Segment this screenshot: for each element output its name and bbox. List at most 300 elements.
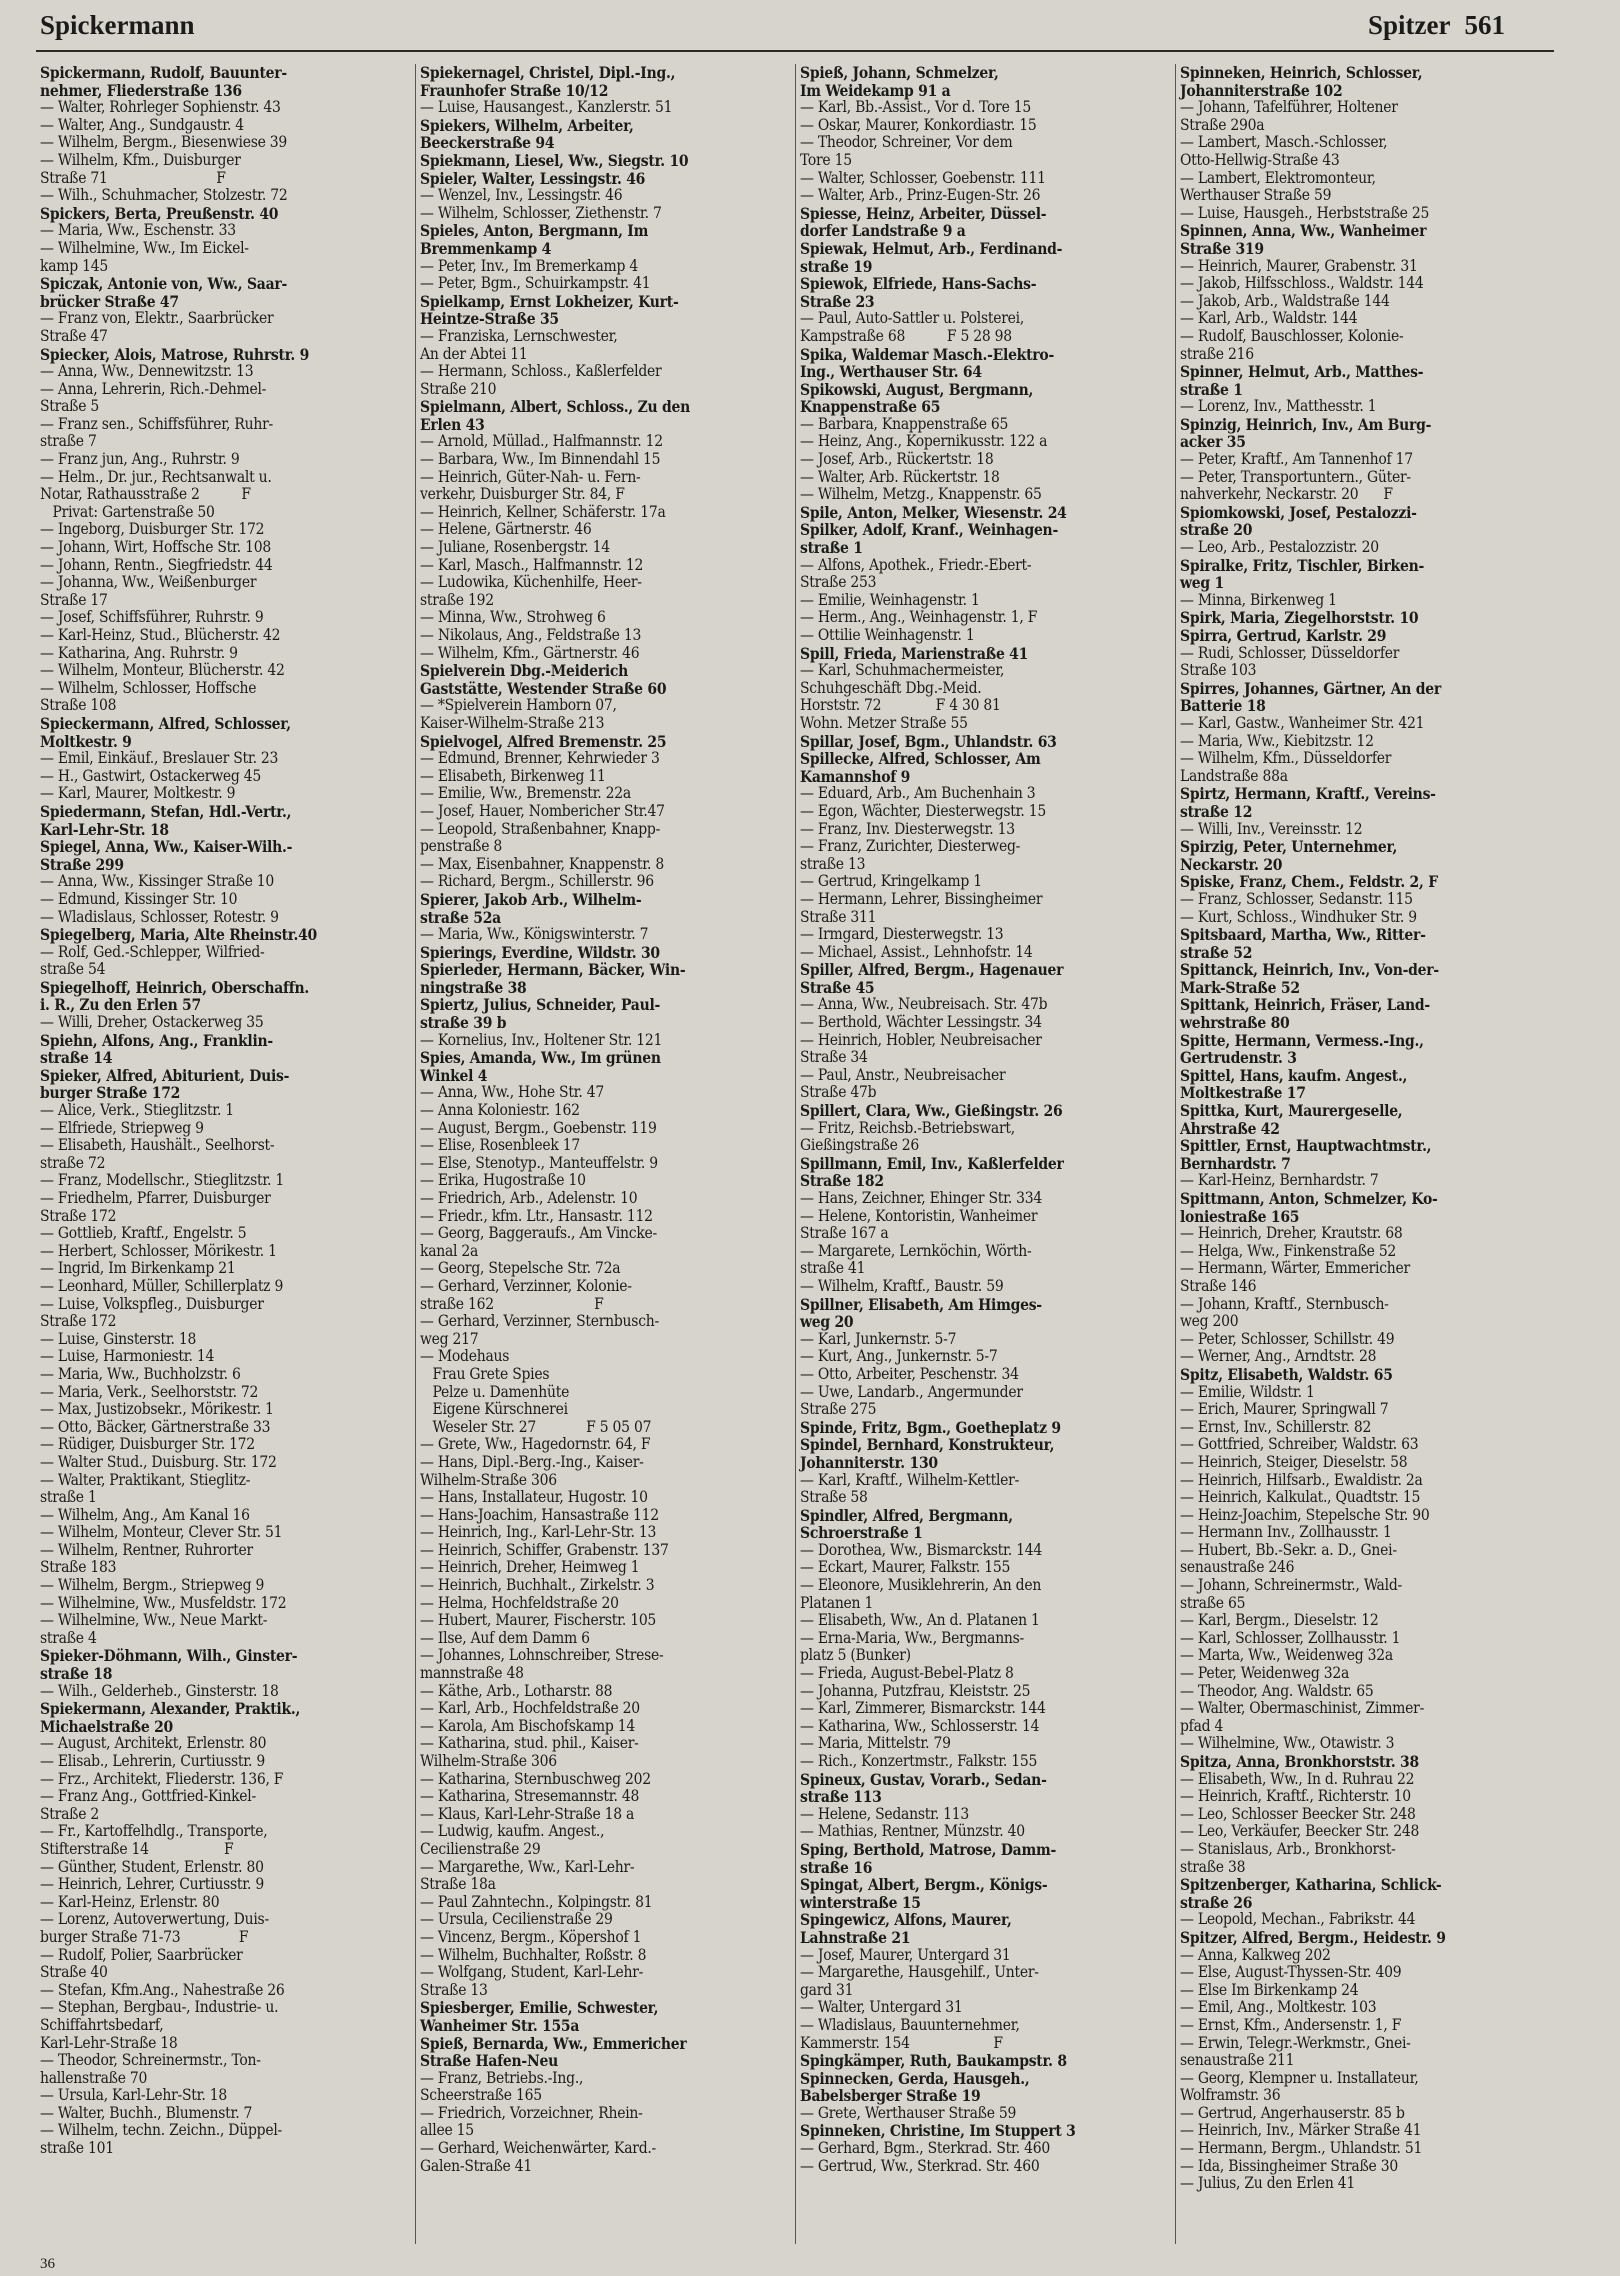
directory-entry: — Heinrich, Ing., Karl-Lehr-Str. 13 [420,1523,657,1542]
directory-entry: — Elisabeth, Birkenweg 11 [420,766,606,785]
directory-entry: Spinde, Fritz, Bgm., Goetheplatz 9 [800,1417,1061,1437]
header-right [1368,10,1505,41]
directory-entry: — Leonhard, Müller, Schillerplatz 9 [40,1276,284,1295]
directory-entry: — Minna, Ww., Strohweg 6 [420,608,606,627]
directory-entry: Spielvogel, Alfred Bremenstr. 25 [420,731,667,751]
directory-entry: — Helene, Sedanstr. 113 [800,1804,970,1823]
directory-entry: — Michael, Assist., Lehnhofstr. 14 [800,942,1033,961]
directory-entry: — Johann, Wirt, Hoffsche Str. 108 [40,538,271,557]
directory-entry: Spittler, Ernst, Hauptwachtmstr., Bernhardstr. 7 [1180,1136,1432,1173]
directory-entry: — Wilhelm, Buchhalter, Roßstr. 8 [420,1945,647,1964]
directory-entry: — *Spielverein Hamborn 07, Kaiser-Wilhelm-Straße 213 [420,696,617,732]
directory-entry: Spiewok, Elfriede, Hans-Sachs- Straße 23 [800,274,1037,311]
directory-entry: Spinner, Helmut, Arb., Matthes- straße 1 [1180,362,1424,399]
directory-entry: Spirzig, Peter, Unternehmer, Neckarstr. 20 [1180,837,1398,874]
directory-entry: — Käthe, Arb., Lotharstr. 88 [420,1681,613,1700]
directory-entry: — Heinrich, Kraftf., Richterstr. 10 [1180,1787,1411,1806]
directory-entry: — Frieda, August-Bebel-Platz 8 [800,1664,1014,1683]
directory-entry: Spieler, Walter, Lessingstr. 46 [420,168,646,188]
directory-entry: Spielverein Dbg.-Meiderich Gaststätte, Westender Straße 60 [420,661,667,698]
directory-entry: — Emilie, Weinhagenstr. 1 [800,590,980,609]
directory-entry: — Friedr., kfm. Ltr., Hansastr. 112 [420,1206,653,1225]
directory-entry: — Maria, Ww., Kiebitzstr. 12 [1180,731,1374,750]
directory-entry: — Heinrich, Maurer, Grabenstr. 31 [1180,256,1418,275]
directory-entry: Spingat, Albert, Bergm., Königs- winterstraße 15 [800,1875,1048,1912]
directory-entry: — Margarethe, Ww., Karl-Lehr- Straße 18a [420,1857,635,1894]
directory-entry: — Heinrich, Kalkulat., Quadtstr. 15 [1180,1488,1421,1507]
directory-entry: Spiekermann, Alexander, Praktik., Michaelstraße 20 [40,1699,301,1736]
directory-entry: Spika, Waldemar Masch.-Elektro- Ing., Werthauser Str. 64 [800,344,1054,382]
directory-entry: Spindler, Alfred, Bergmann, Schroerstraße 1 [800,1505,1013,1543]
directory-entry: — Stanislaus, Arb., Bronkhorst- straße 38 [1180,1839,1396,1876]
directory-entry: — Peter, Inv., Im Bremerkamp 4 [420,256,638,275]
directory-entry: — Walter, Arb. Rückertstr. 18 [800,467,1000,486]
directory-entry: Spiegelberg, Maria, Alte Rheinstr.40 [40,925,317,945]
directory-entry: — Edmund, Brenner, Kehrwieder 3 [420,749,660,768]
directory-entry: — Johann, Rentn., Siegfriedstr. 44 [40,555,273,574]
directory-entry: — Karl, Junkernstr. 5-7 [800,1329,957,1348]
directory-entry: — Ursula, Karl-Lehr-Str. 18 [40,2086,227,2105]
directory-entry: Spickermann, Rudolf, Bauunter- nehmer, Fliederstraße 136 [40,64,287,100]
directory-entry: — Karl, Maurer, Moltkestr. 9 [40,784,236,803]
directory-entry: — Hans, Zeichner, Ehinger Str. 334 [800,1189,1043,1207]
directory-entry: — Wladislaus, Schlosser, Rotestr. 9 [40,907,279,926]
directory-entry: Spieckermann, Alfred, Schlosser, Moltkestr. 9 [40,713,291,751]
directory-entry: Spirres, Johannes, Gärtner, An der Batterie 18 [1180,678,1441,716]
directory-entry: Spirk, Maria, Ziegelhorststr. 10 [1180,608,1419,628]
directory-entry: — Günther, Student, Erlenstr. 80 [40,1857,264,1876]
directory-entry: — Wilh., Schuhmacher, Stolzestr. 72 [40,186,288,205]
directory-entry: — Franz jun, Ang., Ruhrstr. 9 [40,450,240,469]
directory-entry: Spierer, Jakob Arb., Wilhelm- straße 52a [420,889,642,927]
directory-columns [36,64,1556,2244]
directory-entry: — August, Architekt, Erlenstr. 80 [40,1734,267,1753]
directory-entry: — Hermann, Lehrer, Bissingheimer Straße 311 [800,889,1043,926]
directory-entry: — Anna, Lehrerin, Rich.-Dehmel- Straße 5 [40,379,267,416]
directory-entry: — Wilhelmine, Ww., Otawistr. 3 [1180,1734,1395,1753]
directory-entry: — Helm., Dr. jur., Rechtsanwalt u. Notar, Rathausstraße 2 F [40,467,272,504]
directory-entry: — Willi, Inv., Vereinsstr. 12 [1180,819,1363,838]
directory-entry: — Katharina, Ang. Ruhrstr. 9 [40,643,238,662]
directory-entry: — Wilhelm, Kfm., Gärtnerstr. 46 [420,643,640,662]
directory-entry: — Herm., Ang., Weinhagenstr. 1, F [800,608,1038,627]
directory-entry: — Edmund, Kissinger Str. 10 [40,889,238,908]
directory-entry: Spiecker, Alois, Matrose, Ruhrstr. 9 [40,344,310,364]
directory-entry: — Barbara, Ww., Im Binnendahl 15 [420,450,661,469]
directory-entry: Spiczak, Antonie von, Ww., Saar- brücker Straße 47 [40,274,288,311]
directory-entry: — Rüdiger, Duisburger Str. 172 [40,1435,255,1454]
footer-code: 36 [40,2256,55,2272]
directory-entry: — Luise, Harmoniestr. 14 [40,1347,215,1366]
directory-entry: — Heinrich, Güter-Nah- u. Fern- verkehr, Duisburger Str. 84, F [420,467,641,504]
directory-entry: — Karl-Heinz, Erlenstr. 80 [40,1892,220,1911]
directory-entry: — Karl, Bergm., Dieselstr. 12 [1180,1611,1379,1630]
directory-entry: — Willi, Dreher, Ostackerweg 35 [40,1013,264,1032]
directory-entry: — Kornelius, Inv., Holtener Str. 121 [420,1030,663,1049]
directory-entry: — Gerhard, Verzinner, Kolonie- straße 162 F [420,1276,632,1313]
directory-entry: Spinneken, Heinrich, Schlosser, Johanniterstraße 102 [1180,64,1423,100]
directory-entry: — Johann, Schreinermstr., Wald- straße 65 [1180,1576,1402,1612]
directory-entry: — Uwe, Landarb., Angermunder Straße 275 [800,1382,1023,1419]
directory-entry: — Wilhelmine, Ww., Musfeldstr. 172 [40,1593,287,1612]
directory-entry: — Max, Justizobsekr., Mörikestr. 1 [40,1400,274,1419]
directory-entry: — Mathias, Rentner, Münzstr. 40 [800,1822,1025,1841]
directory-entry: — Fritz, Reichsb.-Betriebswart, Gießingstraße 26 [800,1118,1015,1155]
directory-entry: — Dorothea, Ww., Bismarckstr. 144 [800,1540,1042,1559]
directory-entry: — Oskar, Maurer, Konkordiastr. 15 [800,115,1037,134]
directory-entry: Spiegelhoff, Heinrich, Oberschaffn. i. R., Zu den Erlen 57 [40,977,310,1015]
directory-entry: Spielkamp, Ernst Lokheizer, Kurt- Heintze-Straße 35 [420,291,679,329]
directory-entry: — Heinrich, Hobler, Neubreisacher Straße 34 [800,1030,1042,1067]
directory-entry: — Karl, Schlosser, Zollhausstr. 1 [1180,1628,1401,1647]
directory-entry: — Eckart, Maurer, Falkstr. 155 [800,1558,1011,1577]
directory-entry: — Elisabeth, Ww., In d. Ruhrau 22 [1180,1769,1415,1788]
directory-entry: — Gertrud, Kringelkamp 1 [800,872,982,891]
directory-entry: — Arnold, Müllad., Halfmannstr. 12 [420,432,663,451]
directory-entry: — Berthold, Wächter Lessingstr. 34 [800,1013,1042,1032]
directory-entry: — Stefan, Kfm.Ang., Nahestraße 26 [40,1980,285,1999]
directory-entry: — Katharina, Sternbuschweg 202 [420,1769,651,1788]
directory-entry: — Walter, Praktikant, Stieglitz- straße 1 [40,1470,251,1507]
directory-entry: — Hubert, Maurer, Fischerstr. 105 [420,1611,657,1630]
directory-entry: — Franz, Inv. Diesterwegstr. 13 [800,819,1015,838]
directory-entry: — Elise, Rosenbleek 17 [420,1136,580,1155]
directory-entry: — Leo, Arb., Pestalozzistr. 20 [1180,538,1379,557]
directory-entry: — Hermann Inv., Zollhausstr. 1 [1180,1523,1392,1542]
directory-entry: — Anna, Ww., Neubreisach. Str. 47b [800,995,1048,1014]
directory-entry: — Hermann, Bergm., Uhlandstr. 51 [1180,2139,1423,2158]
directory-entry: — Klaus, Karl-Lehr-Straße 18 a [420,1804,635,1823]
directory-entry: Spindel, Bernhard, Konstrukteur, Johanniterstr. 130 [800,1435,1055,1472]
directory-entry: Spiedermann, Stefan, Hdl.-Vertr., Karl-Lehr-Str. 18 [40,801,292,839]
directory-entry: — Gerhard, Verzinner, Sternbusch- weg 217 [420,1312,659,1348]
directory-entry: — Heinrich, Buchhalt., Zirkelstr. 3 [420,1576,655,1595]
directory-entry: — Hermann, Wärter, Emmericher Straße 146 [1180,1259,1410,1295]
directory-entry: — Erika, Hugostraße 10 [420,1171,586,1190]
directory-entry: — Paul Zahntechn., Kolpingstr. 81 [420,1892,653,1911]
directory-entry: — August, Bergm., Goebenstr. 119 [420,1118,657,1137]
directory-entry: — Walter, Schlosser, Goebenstr. 111 [800,168,1046,187]
directory-entry: — Minna, Birkenweg 1 [1180,590,1337,609]
directory-entry: — Franz von, Elektr., Saarbrücker Straße 47 [40,309,274,345]
directory-entry: — Erna-Maria, Ww., Bergmanns- platz 5 (Bunker) [800,1628,1025,1665]
directory-entry: — Maria, Ww., Königswinterstr. 7 [420,925,649,944]
directory-entry: — Kurt, Ang., Junkernstr. 5-7 [800,1347,998,1366]
directory-entry: — Margarethe, Hausgehilf., Unter- gard 31 [800,1963,1039,1999]
directory-entry: — Stephan, Bergbau-, Industrie- u. Schiffahrtsbedarf, Karl-Lehr-Straße 18 [40,1998,279,2052]
directory-entry: — Gottfried, Schreiber, Waldstr. 63 [1180,1435,1419,1454]
directory-entry: — Walter, Untergard 31 [800,1998,963,2017]
directory-entry: — Egon, Wächter, Diesterwegstr. 15 [800,801,1046,820]
directory-entry: — Leo, Verkäufer, Beecker Str. 248 [1180,1822,1420,1841]
directory-entry: — Wilhelm, Bergm., Biesenwiese 39 [40,133,288,152]
directory-entry: — Lorenz, Autoverwertung, Duis- burger Straße 71-73 F [40,1910,269,1946]
directory-entry: Spittka, Kurt, Maurergeselle, Ahrstraße 42 [1180,1101,1403,1138]
directory-entry: — Wilhelm, Kfm., Düsseldorfer Landstraße 88a [1180,749,1392,785]
directory-entry: — Helene, Gärtnerstr. 46 [420,520,592,539]
directory-entry: — Peter, Weidenweg 32a [1180,1664,1350,1683]
directory-entry: — Barbara, Knappenstraße 65 [800,414,1009,433]
header-left-name: Spickermann [40,10,195,40]
directory-entry: — Paul, Auto-Sattler u. Polsterei, Kampstraße 68 F 5 28 98 [800,309,1025,345]
directory-entry: Spile, Anton, Melker, Wiesenstr. 24 [800,502,1067,522]
directory-entry: — Heinrich, Hilfsarb., Ewaldistr. 2a [1180,1470,1423,1489]
directory-entry: Spiralke, Fritz, Tischler, Birken- weg 1 [1180,555,1425,593]
directory-entry: — Anna, Ww., Hohe Str. 47 [420,1083,604,1102]
directory-entry: — Gertrud, Ww., Sterkrad. Str. 460 [800,2156,1040,2175]
directory-entry: Spieker, Alfred, Abiturient, Duis- burger Straße 172 [40,1065,290,1103]
directory-entry: — Alice, Verk., Stieglitzstr. 1 [40,1101,234,1120]
directory-entry: — Herbert, Schlosser, Mörikestr. 1 [40,1241,277,1260]
directory-entry: — Erich, Maurer, Springwall 7 [1180,1400,1389,1419]
directory-entry: — Johann, Tafelführer, Holtener Straße 290a [1180,98,1398,134]
directory-entry: — Elisab., Lehrerin, Curtiusstr. 9 [40,1752,265,1770]
directory-entry: — Heinrich, Kellner, Schäferstr. 17a [420,502,666,521]
directory-entry: — Erwin, Telegr.-Werkmstr., Gnei- senaustraße 211 [1180,2033,1411,2070]
directory-entry: Spierleder, Hermann, Bäcker, Win- ningstraße 38 [420,960,686,997]
directory-entry: — Walter, Obermaschinist, Zimmer- pfad 4 [1180,1699,1425,1735]
directory-entry: — Gertrud, Angerhauserstr. 85 b [1180,2103,1405,2122]
directory-entry: — Heinrich, Steiger, Dieselstr. 58 [1180,1452,1408,1471]
directory-entry: Spillar, Josef, Bgm., Uhlandstr. 63 [800,731,1057,751]
directory-entry: — Karl, Kraftf., Wilhelm-Kettler- Straße 58 [800,1470,1020,1507]
directory-entry: — Grete, Ww., Hagedornstr. 64, F [420,1435,651,1454]
directory-entry: — Josef, Maurer, Untergard 31 [800,1945,1011,1964]
directory-entry: — Wladislaus, Bauunternehmer, Kammerstr. 154 F [800,2015,1020,2052]
directory-entry: Spinzig, Heinrich, Inv., Am Burg- acker 35 [1180,414,1432,452]
header-rule [36,50,1554,52]
directory-entry: Spitsbaard, Martha, Ww., Ritter- straße 52 [1180,925,1426,962]
directory-entry: — Franz, Modellschr., Stieglitzstr. 1 [40,1171,285,1190]
directory-entry: Spillert, Clara, Ww., Gießingstr. 26 [800,1101,1063,1121]
directory-entry: — Jakob, Hilfsschloss., Waldstr. 144 [1180,274,1424,293]
directory-entry: — Leopold, Mechan., Fabrikstr. 44 [1180,1910,1416,1929]
directory-entry: — Wilhelm, Rentner, Ruhrorter Straße 183 [40,1540,253,1577]
directory-entry: Spikowski, August, Bergmann, Knappenstraße 65 [800,379,1034,417]
directory-entry: — Peter, Bgm., Schuirkampstr. 41 [420,274,651,293]
directory-entry: — Wolfgang, Student, Karl-Lehr- Straße 13 [420,1963,644,1999]
directory-entry: Spillner, Elisabeth, Am Himges- weg 20 [800,1294,1042,1332]
directory-entry: — Emil, Einkäuf., Breslauer Str. 23 [40,749,279,768]
directory-entry: — Else, Stenotyp., Manteuffelstr. 9 [420,1153,658,1172]
directory-entry: Spitza, Anna, Bronkhorststr. 38 [1180,1752,1419,1771]
directory-entry: — Wilhelm, Kfm., Duisburger Straße 71 F [40,150,241,187]
directory-entry: — Walter, Ang., Sundgaustr. 4 [40,115,244,134]
directory-entry: — Luise, Volkspfleg., Duisburger Straße 172 [40,1294,264,1331]
directory-entry: — Ursula, Cecilienstraße 29 [420,1910,613,1929]
directory-entry: — Paul, Anstr., Neubreisacher Straße 47b [800,1065,1006,1102]
directory-entry: — Wilhelm, Kraftf., Baustr. 59 [800,1276,1004,1295]
directory-entry: — Rudolf, Bauschlosser, Kolonie- straße 216 [1180,326,1404,363]
directory-entry: Spiomkowski, Josef, Pestalozzi- straße 20 [1180,502,1417,540]
directory-entry: — Jakob, Arb., Waldstraße 144 [1180,291,1390,310]
directory-entry: — Emilie, Wildstr. 1 [1180,1382,1315,1401]
directory-entry: — Lambert, Masch.-Schlosser, Otto-Hellwig-Straße 43 [1180,133,1388,169]
directory-entry: — Leopold, Straßenbahner, Knapp- penstraße 8 [420,819,661,856]
directory-entry: — Ludowika, Küchenhilfe, Heer- straße 192 [420,573,642,609]
directory-entry: Spiske, Franz, Chem., Feldstr. 2, F [1180,872,1438,892]
directory-entry: — Max, Eisenbahner, Knappenstr. 8 [420,854,664,873]
directory-entry: — Gottlieb, Kraftf., Engelstr. 5 [40,1224,247,1243]
directory-entry: Spiesberger, Emilie, Schwester, Wanheimer Str. 155a [420,1998,659,2035]
directory-entry: — Ida, Bissingheimer Straße 30 [1180,2156,1398,2175]
directory-entry: Spiertz, Julius, Schneider, Paul- straße 39 b [420,995,661,1033]
directory-entry: — Friedrich, Vorzeichner, Rhein- allee 15 [420,2103,643,2140]
directory-entry: — Johannes, Lohnschreiber, Strese- mannstraße 48 [420,1646,664,1683]
directory-entry: Spiewak, Helmut, Arb., Ferdinand- straße 19 [800,238,1063,276]
directory-entry: Spittmann, Anton, Schmelzer, Ko- loniestraße 165 [1180,1189,1438,1226]
directory-entry: — Franz Ang., Gottfried-Kinkel- Straße 2 [40,1787,256,1823]
directory-entry: — Wilhelmine, Ww., Neue Markt- straße 4 [40,1611,268,1647]
directory-entry: — Karl, Bb.-Assist., Vor d. Tore 15 [800,98,1032,117]
directory-entry: Spirra, Gertrud, Karlstr. 29 [1180,626,1387,645]
directory-entry: — Walter, Arb., Prinz-Eugen-Str. 26 [800,186,1041,205]
directory-entry: — Hans, Dipl.-Berg.-Ing., Kaiser- Wilhelm-Straße 306 [420,1452,644,1489]
directory-entry: — Luise, Ginsterstr. 18 [40,1329,197,1348]
directory-entry: — Heinrich, Dreher, Krautstr. 68 [1180,1224,1403,1243]
directory-entry: — Heinz, Ang., Kopernikusstr. 122 a [800,432,1048,451]
directory-entry: — Wenzel, Inv., Lessingstr. 46 [420,186,623,205]
directory-entry: — Helene, Kontoristin, Wanheimer Straße 167 a [800,1206,1038,1243]
directory-entry: Spinnen, Anna, Ww., Wanheimer Straße 319 [1180,221,1427,258]
directory-entry: Spillecke, Alfred, Schlosser, Am Kamannshof 9 [800,749,1041,786]
directory-entry: Spiekmann, Liesel, Ww., Siegstr. 10 [420,150,689,170]
directory-entry: — Ingeborg, Duisburger Str. 172 [40,520,265,539]
directory-entry: — Karl, Zimmerer, Bismarckstr. 144 [800,1699,1046,1718]
directory-entry: — Frz., Architekt, Fliederstr. 136, F [40,1769,284,1788]
directory-entry: — Peter, Transportuntern., Güter- nahverkehr, Neckarstr. 20 F [1180,467,1411,504]
directory-entry: Spitz, Elisabeth, Waldstr. 65 [1180,1364,1393,1384]
directory-entry: — Rich., Konzertmstr., Falkstr. 155 [800,1752,1038,1770]
directory-entry: — Hans, Installateur, Hugostr. 10 [420,1488,648,1507]
directory-entry: — Werner, Ang., Arndtstr. 28 [1180,1347,1377,1366]
directory-entry: — Wilhelm, Monteur, Clever Str. 51 [40,1523,283,1542]
directory-entry: Spitzer, Alfred, Bergm., Heidestr. 9 [1180,1927,1446,1947]
directory-entry: Spittank, Heinrich, Fräser, Land- wehrstraße 80 [1180,995,1430,1033]
directory-entry: — Otto, Bäcker, Gärtnerstraße 33 [40,1417,271,1436]
column-3 [796,64,1176,2244]
directory-entry: Spieß, Johann, Schmelzer, Im Weidekamp 91 a [800,64,999,100]
directory-entry: — Katharina, stud. phil., Kaiser- Wilhelm-Straße 306 [420,1734,639,1770]
directory-entry: — Franz sen., Schiffsführer, Ruhr- straße 7 [40,414,273,451]
directory-entry: — Karl, Gastw., Wanheimer Str. 421 [1180,713,1425,732]
directory-entry: — Josef, Hauer, Nombericher Str.47 [420,801,665,820]
directory-entry: — Karl, Schuhmachermeister, Schuhgeschäft Dbg.-Meid. Horststr. 72 F 4 30 81 Wohn. Metzer Straße 55 [800,661,1005,732]
directory-entry: — Katharina, Stresemannstr. 48 [420,1787,640,1806]
directory-entry: — Rudi, Schlosser, Düsseldorfer Straße 103 [1180,643,1400,680]
directory-entry: Spinnecken, Gerda, Hausgeh., Babelsberger Straße 19 [800,2068,1030,2106]
directory-entry: — Eduard, Arb., Am Buchenhain 3 [800,784,1036,803]
directory-entry: — Walter, Buchh., Blumenstr. 7 [40,2103,253,2122]
directory-entry: Spineux, Gustav, Vorarb., Sedan- straße 113 [800,1769,1047,1807]
directory-entry: — Georg, Baggeraufs., Am Vincke- kanal 2a [420,1224,657,1260]
directory-entry: — Georg, Stepelsche Str. 72a [420,1259,621,1278]
directory-entry: — Franz, Betriebs.-Ing., Scheerstraße 165 [420,2068,584,2105]
directory-entry: — Peter, Kraftf., Am Tannenhof 17 [1180,450,1413,469]
directory-entry: — Wilhelm, techn. Zeichn., Düppel- straße 101 [40,2121,282,2158]
directory-entry: — Richard, Bergm., Schillerstr. 96 [420,872,654,891]
directory-entry: Spiegel, Anna, Ww., Kaiser-Wilh.- Straße 299 [40,837,293,874]
directory-entry: — Irmgard, Diesterwegstr. 13 [800,925,1004,944]
directory-entry: — Elisabeth, Haushält., Seelhorst- straße 72 [40,1136,275,1172]
directory-entry: — Hubert, Bb.-Sekr. a. D., Gnei- senaustraße 246 [1180,1540,1397,1577]
directory-entry: Spieß, Bernarda, Ww., Emmericher Straße Hafen-Neu [420,2033,687,2071]
directory-entry: — Modehaus Frau Grete Spies Pelze u. Damenhüte Eigene Kürschnerei Weseler Str. 27 F 5 05 07 [420,1347,652,1436]
directory-entry: — Wilhelm, Schlosser, Ziethenstr. 7 [420,203,662,222]
directory-entry: Sping, Berthold, Matrose, Damm- straße 16 [800,1839,1057,1877]
directory-entry: — Karola, Am Bischofskamp 14 [420,1716,635,1735]
directory-entry: — Ilse, Auf dem Damm 6 [420,1628,590,1647]
directory-entry: — Ingrid, Im Birkenkamp 21 [40,1259,236,1278]
directory-entry: — Fr., Kartoffelhdlg., Transporte, Stifterstraße 14 F [40,1822,268,1858]
directory-entry: — Lambert, Elektromonteur, Werthauser Straße 59 [1180,168,1376,205]
directory-entry: Spiller, Alfred, Bergm., Hagenauer Straße 45 [800,960,1064,997]
directory-entry: — Ludwig, kaufm. Angest., Cecilienstraße 29 [420,1822,605,1858]
directory-entry: — Walter Stud., Duisburg. Str. 172 [40,1452,277,1471]
directory-entry: Spitte, Hermann, Vermess.-Ing., Gertrudenstr. 3 [1180,1030,1424,1068]
directory-entry: — Theodor, Schreiner, Vor dem Tore 15 [800,133,1013,169]
directory-entry: — Luise, Hausangest., Kanzlerstr. 51 [420,98,673,117]
directory-entry: — Peter, Schlosser, Schillstr. 49 [1180,1329,1395,1348]
column-1 [36,64,416,2244]
directory-entry: — Wilhelm, Metzg., Knappenstr. 65 [800,485,1042,504]
directory-entry: Privat: Gartenstraße 50 [40,502,215,521]
directory-entry: — Nikolaus, Ang., Feldstraße 13 [420,626,642,644]
directory-entry: — Luise, Hausgeh., Herbststraße 25 [1180,203,1430,222]
directory-entry: — Maria, Ww., Buchholzstr. 6 [40,1364,241,1383]
directory-entry: — Katharina, Ww., Schlosserstr. 14 [800,1716,1040,1735]
directory-entry: — Franz, Schlosser, Sedanstr. 115 [1180,889,1413,908]
directory-entry: Spierings, Everdine, Wildstr. 30 [420,942,660,962]
directory-entry: Spielmann, Albert, Schloss., Zu den Erlen 43 [420,397,691,434]
directory-entry: — Maria, Mittelstr. 79 [800,1734,951,1753]
directory-entry: — Rudolf, Polier, Saarbrücker Straße 40 [40,1945,243,1982]
directory-entry: — Elfriede, Striepweg 9 [40,1118,204,1137]
directory-entry: — Lorenz, Inv., Matthesstr. 1 [1180,397,1377,416]
directory-entry: — Rolf, Ged.-Schlepper, Wilfried- straße 54 [40,942,265,979]
directory-entry: Spingewicz, Alfons, Maurer, Lahnstraße 21 [800,1910,1012,1947]
directory-entry: — Karl, Arb., Hochfeldstraße 20 [420,1699,640,1718]
directory-entry: — Wilhelmine, Ww., Im Eickel- kamp 145 [40,238,249,275]
directory-entry: — Josef, Arb., Rückertstr. 18 [800,450,994,469]
directory-entry: — Karl, Arb., Waldstr. 144 [1180,309,1358,328]
directory-entry: Spitzenberger, Katharina, Schlick- straße 26 [1180,1875,1442,1912]
directory-entry: — Emil, Ang., Moltkestr. 103 [1180,1998,1377,2017]
directory-entry: Spilker, Adolf, Kranf., Weinhagen- straße 1 [800,520,1058,558]
directory-entry: — Anna, Ww., Kissinger Straße 10 [40,872,275,891]
directory-entry: Spinneken, Christine, Im Stuppert 3 [800,2121,1076,2141]
directory-entry: — Karl-Heinz, Stud., Blücherstr. 42 [40,626,281,644]
directory-entry: — Wilh., Gelderheb., Ginsterstr. 18 [40,1681,279,1700]
column-4 [1176,64,1556,2244]
directory-entry: — Karl-Heinz, Bernhardstr. 7 [1180,1171,1379,1190]
column-2 [416,64,796,2244]
directory-entry: — Franziska, Lernschwester, An der Abtei 11 [420,326,618,363]
directory-entry: — Walter, Rohrleger Sophienstr. 43 [40,98,281,117]
directory-entry: Spiekernagel, Christel, Dipl.-Ing., Fraunhofer Straße 10/12 [420,64,676,100]
directory-entry: Spittanck, Heinrich, Inv., Von-der- Mark-Straße 52 [1180,960,1439,997]
directory-entry: — Friedhelm, Pfarrer, Duisburger Straße 172 [40,1189,271,1225]
directory-entry: — H., Gastwirt, Ostackerweg 45 [40,766,261,785]
directory-entry: — Ernst, Kfm., Andersenstr. 1, F [1180,2015,1402,2034]
directory-entry: — Otto, Arbeiter, Peschenstr. 34 [800,1364,1019,1383]
directory-entry: — Friedrich, Arb., Adelenstr. 10 [420,1189,638,1207]
directory-entry: Spiesse, Heinz, Arbeiter, Düssel- dorfer Landstraße 9 a [800,203,1047,241]
directory-entry: — Helma, Hochfeldstraße 20 [420,1593,619,1612]
directory-entry: — Georg, Klempner u. Installateur, Wolframstr. 36 [1180,2068,1419,2105]
directory-entry: — Karl, Masch., Halfmannstr. 12 [420,555,644,574]
directory-entry: Spingkämper, Ruth, Baukampstr. 8 [800,2051,1067,2071]
